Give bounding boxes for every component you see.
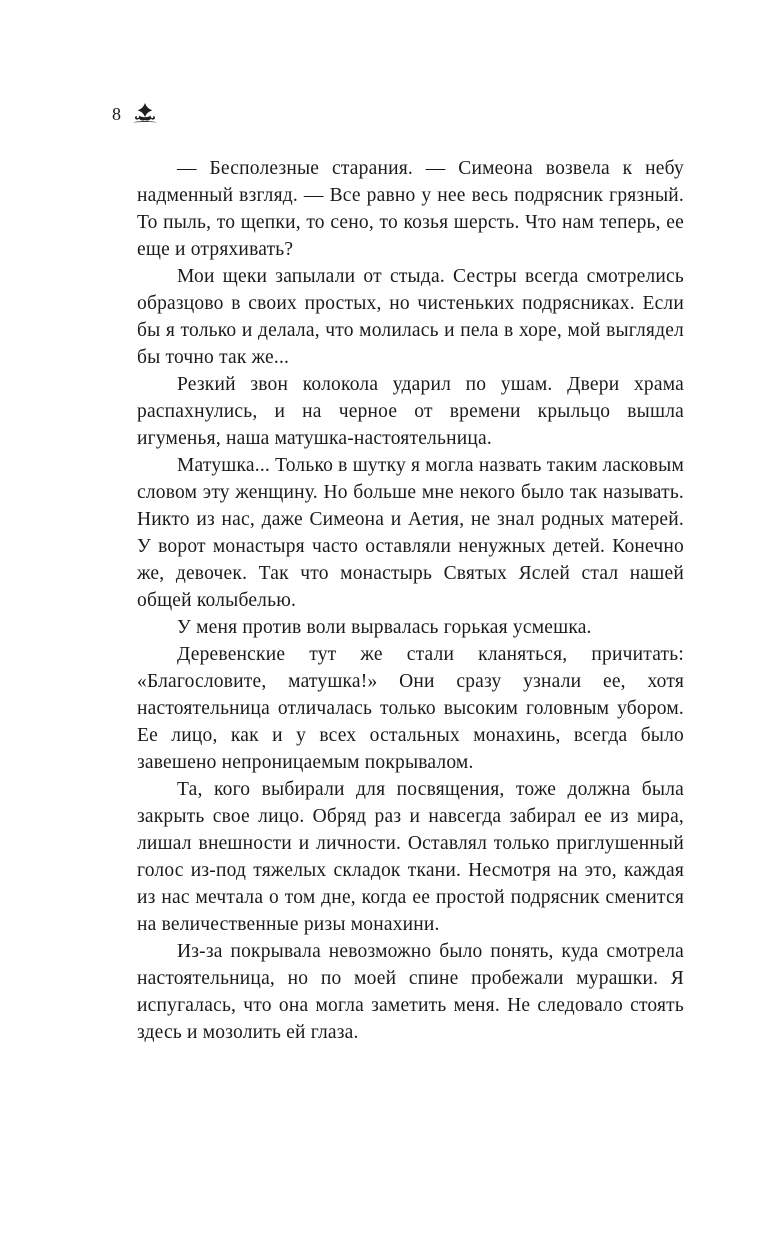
text-block — [137, 155, 684, 1046]
paragraph: Деревенские тут же стали кланяться, причитать: «Благословите, матушка!» Они сразу узнали ее, хотя настоятельница отличалась только высоким головным убором. Ее лицо, как и у всех остальных монахинь, всегда было завешено непроницаемым покрывалом. — [137, 644, 684, 773]
page-header — [112, 100, 159, 128]
paragraph: — Бесполезные старания. — Симеона возвела к небу надменный взгляд. — Все равно у нее весь подрясник грязный. То пыль, то щепки, то сено, то козья шерсть. Что нам теперь, ее еще и отряхивать? — [137, 158, 684, 260]
page-number: 8 — [112, 104, 121, 124]
paragraph: Мои щеки запылали от стыда. Сестры всегда смотрелись образцово в своих простых, но чистеньких подрясниках. Если бы я только и делала, что молилась и пела в хоре, мой выглядел бы точно так же... — [137, 266, 684, 368]
paragraph: Та, кого выбирали для посвящения, тоже должна была закрыть свое лицо. Обряд раз и навсегда забирал ее из мира, лишал внешности и личности. Оставлял только приглушенный голос из-под тяжелых складок ткани. Несмотря на это, каждая из нас мечтала о том дне, когда ее простой подрясник сменится на величественные ризы монахини. — [137, 779, 684, 935]
paragraph: У меня против воли вырвалась горькая усмешка. — [177, 617, 592, 638]
paragraph: Матушка... Только в шутку я могла назвать таким ласковым словом эту женщину. Но больше мне некого было так называть. Никто из нас, даже Симеона и Аетия, не знал родных матерей. У ворот монастыря часто оставляли ненужных детей. Конечно же, девочек. Так что монастырь Святых Яслей стал нашей общей колыбелью. — [137, 455, 684, 611]
paragraph: Резкий звон колокола ударил по ушам. Двери храма распахнулись, и на черное от времени крыльцо вышла игуменья, наша матушка-настоятельница. — [137, 374, 684, 449]
paragraph: Из-за покрывала невозможно было понять, куда смотрела настоятельница, но по моей спине пробежали мурашки. Я испугалась, что она могла заметить меня. Не следовало стоять здесь и мозолить ей глаза. — [137, 941, 684, 1043]
ornament-icon — [131, 102, 159, 126]
